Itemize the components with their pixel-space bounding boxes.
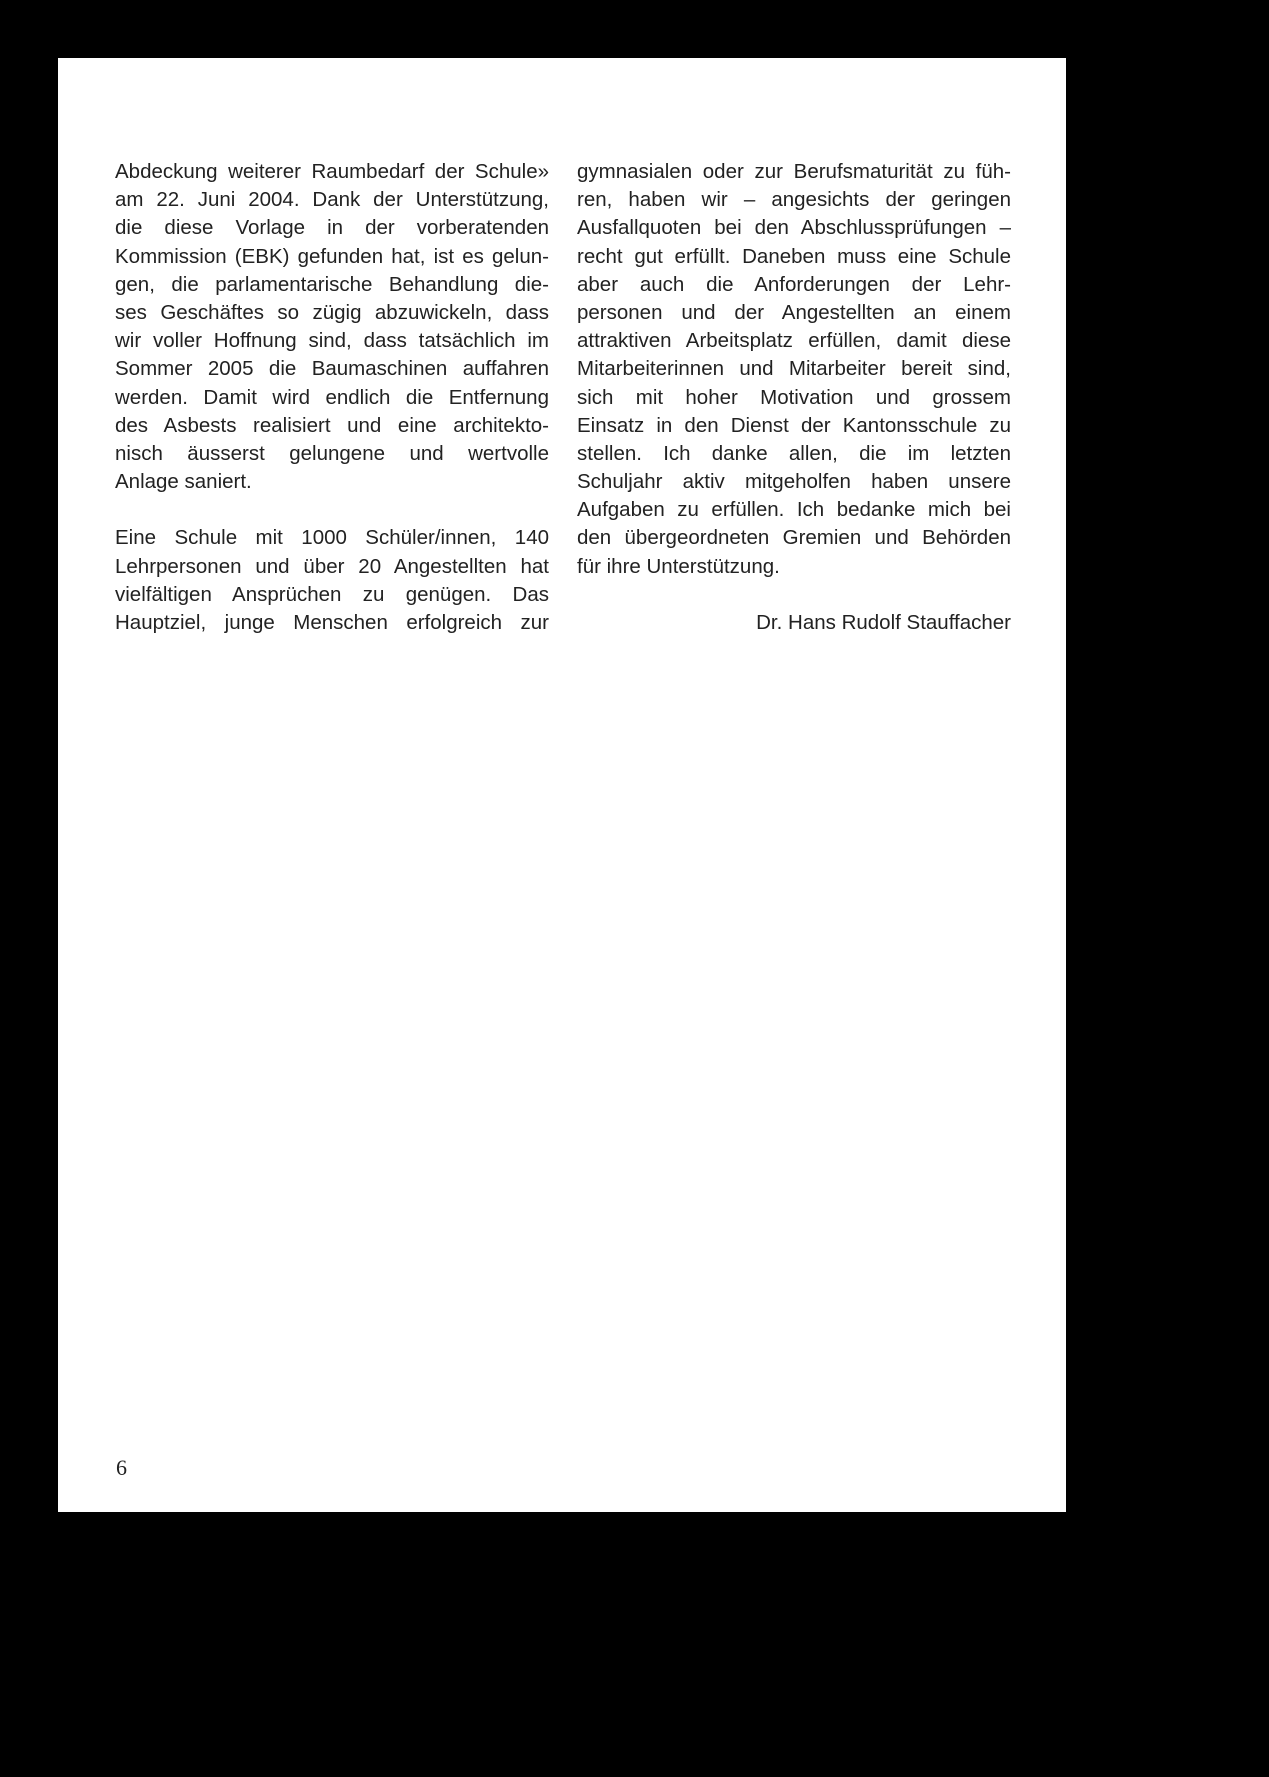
text-line: werden. Damit wird endlich die Entfernung [115, 385, 549, 409]
text-line: Hauptziel, junge Menschen erfolgreich zur [115, 611, 549, 634]
text-line: personen und der Angestellten an einem [577, 300, 1011, 324]
right-text-column [577, 158, 1011, 637]
text-line: stellen. Ich danke allen, die im letzten [577, 441, 1011, 465]
text-line: die diese Vorlage in der vorberatenden [115, 216, 549, 240]
text-line: gymnasialen oder zur Berufsmaturität zu füh- [577, 160, 1011, 183]
text-line: Anlage saniert. [115, 470, 252, 494]
text-line: für ihre Unterstützung. [577, 554, 780, 578]
text-line: Mitarbeiterinnen und Mitarbeiter bereit sind, [577, 357, 1011, 381]
text-line: am 22. Juni 2004. Dank der Unterstützung, [115, 188, 549, 212]
text-line: Sommer 2005 die Baumaschinen auffahren [115, 357, 549, 381]
text-line: den übergeordneten Gremien und Behörden [577, 526, 1011, 550]
document-page [58, 58, 1066, 1512]
text-line: wir voller Hoffnung sind, dass tatsächlich im [115, 329, 549, 353]
text-line: Schuljahr aktiv mitgeholfen haben unsere [577, 470, 1011, 494]
text-line: Kommission (EBK) gefunden hat, ist es gelun- [115, 244, 549, 268]
text-line: aber auch die Anforderungen der Lehr- [577, 272, 1011, 296]
text-line: Aufgaben zu erfüllen. Ich bedanke mich bei [577, 498, 1011, 522]
signature: Dr. Hans Rudolf Stauffacher [756, 611, 1011, 634]
text-line: gen, die parlamentarische Behandlung die- [115, 272, 549, 296]
text-line: Ausfallquoten bei den Abschlussprüfungen – [577, 216, 1011, 240]
text-line: Abdeckung weiterer Raumbedarf der Schule» [115, 160, 549, 183]
text-line: ses Geschäftes so zügig abzuwickeln, dass [115, 300, 549, 324]
text-line: recht gut erfüllt. Daneben muss eine Schule [577, 244, 1011, 268]
paragraph-gap [577, 581, 1011, 609]
text-line: attraktiven Arbeitsplatz erfüllen, damit diese [577, 329, 1011, 353]
text-line: Eine Schule mit 1000 Schüler/innen, 140 [115, 526, 549, 550]
paragraph-gap [115, 496, 549, 524]
paragraph [577, 158, 1011, 581]
page-number: 6 [116, 1455, 127, 1480]
text-line: ren, haben wir – angesichts der geringen [577, 188, 1011, 212]
text-line: Einsatz in den Dienst der Kantonsschule zu [577, 413, 1011, 437]
text-line: nisch äusserst gelungene und wertvolle [115, 441, 549, 465]
text-line: sich mit hoher Motivation und grossem [577, 385, 1011, 409]
text-line: des Asbests realisiert und eine architekto- [115, 413, 549, 437]
left-text-column [115, 158, 549, 637]
text-line: Lehrpersonen und über 20 Angestellten hat [115, 554, 549, 578]
paragraph [115, 158, 549, 496]
text-line: vielfältigen Ansprüchen zu genügen. Das [115, 582, 549, 606]
paragraph [115, 524, 549, 637]
